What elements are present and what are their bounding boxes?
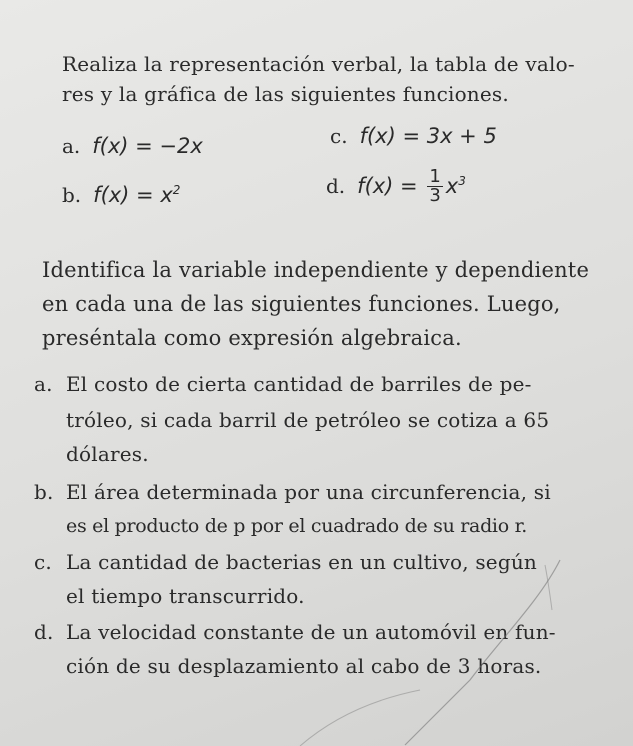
function-b-label: b. <box>62 183 82 207</box>
function-c <box>330 124 497 148</box>
fraction-numerator: 1 <box>429 166 441 187</box>
item-b <box>34 480 551 504</box>
item-d-label: d. <box>34 620 54 644</box>
item-d <box>34 620 556 644</box>
fraction-denominator: 3 <box>429 185 441 206</box>
function-a-label: a. <box>62 134 81 158</box>
fraction <box>427 168 442 205</box>
function-d-exponent: 3 <box>458 173 466 188</box>
function-b-expression: f(x) = x <box>93 183 173 207</box>
item-a-line-2: tróleo, si cada barril de petróleo se cotiza a 65 <box>66 408 550 432</box>
instruction-line-2: res y la gráfica de las siguientes funciones. <box>62 82 509 106</box>
item-a-line-3: dólares. <box>66 442 149 466</box>
instruction-line-1: Realiza la representación verbal, la tabla de valo- <box>62 52 575 76</box>
item-c-line-2: el tiempo transcurrido. <box>66 584 305 608</box>
function-c-expression: f(x) = 3x + 5 <box>359 124 497 148</box>
function-d-label: d. <box>326 173 346 198</box>
item-c-label: c. <box>34 550 52 574</box>
function-d <box>326 168 466 205</box>
function-b-exponent: 2 <box>172 183 181 197</box>
function-b <box>62 178 180 207</box>
item-d-line-1: La velocidad constante de un automóvil en fun- <box>66 620 556 644</box>
item-a-line-1: El costo de cierta cantidad de barriles de pe- <box>66 372 532 396</box>
function-a <box>62 134 203 158</box>
item-a-label: a. <box>34 372 53 396</box>
section2-line-1: Identifica la variable independiente y dependiente <box>42 258 590 282</box>
function-d-variable: x <box>445 173 459 198</box>
item-b-line-2: es el producto de p por el cuadrado de su radio r. <box>66 515 528 537</box>
item-a <box>34 372 532 396</box>
function-a-expression: f(x) = −2x <box>92 134 203 158</box>
function-c-label: c. <box>330 124 348 148</box>
section2-line-2: en cada una de las siguientes funciones. Luego, <box>42 292 561 316</box>
section2-line-3: preséntala como expresión algebraica. <box>42 326 462 350</box>
item-c <box>34 550 537 574</box>
item-b-line-1: El área determinada por una circunferencia, si <box>66 480 551 504</box>
function-d-expression: f(x) = <box>357 173 425 198</box>
item-c-line-1: La cantidad de bacterias en un cultivo, según <box>66 550 538 574</box>
item-b-label: b. <box>34 480 54 504</box>
item-d-line-2: ción de su desplazamiento al cabo de 3 horas. <box>66 654 542 678</box>
